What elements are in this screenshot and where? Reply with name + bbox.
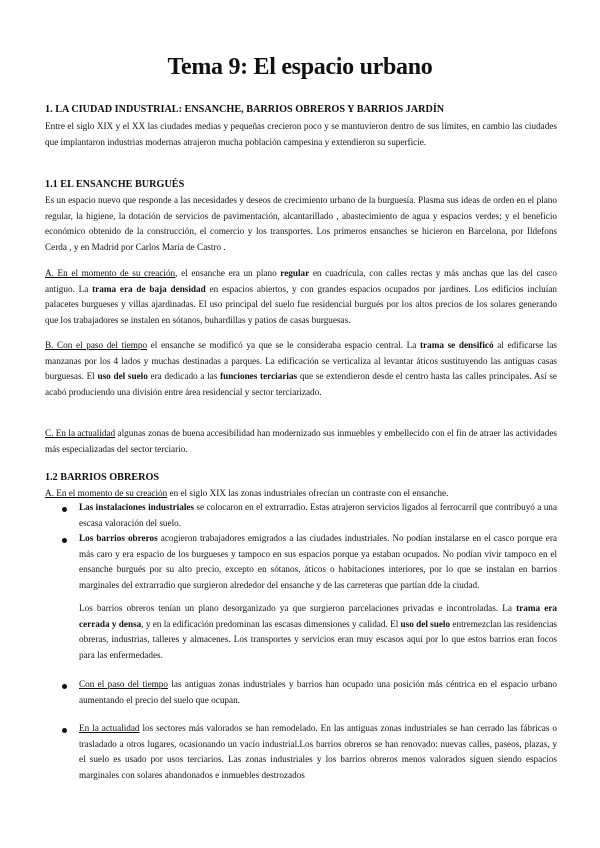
text-span: algunas zonas de buena accesibilidad han modernizado sus inmuebles y embellecido con el fin de atraer las actividades más especializadas del sector terciario. bbox=[45, 428, 557, 454]
page-title: Tema 9: El espacio urbano bbox=[167, 54, 433, 80]
bold-span: trama se densificó bbox=[419, 340, 494, 350]
bullet-paso-del-tiempo-label: Con el paso del tiempo bbox=[79, 679, 168, 689]
text-span: al edificarse las manzanas por los 4 lados y muchas destinadas a parques. La edificación se verticaliza al levantar áticos sustituyendo las antiguas casas burguesas. El bbox=[45, 340, 557, 382]
bold-span: funciones terciarias bbox=[220, 371, 298, 382]
text-span: , el ensanche era un plano bbox=[175, 268, 281, 278]
ensanche-a-paragraph bbox=[45, 266, 557, 328]
bullet-dot bbox=[62, 728, 67, 733]
bold-span: uso del suelo bbox=[400, 618, 451, 629]
text-span: en el siglo XIX las zonas industriales ofrecían un contraste con el ensanche. bbox=[167, 488, 449, 498]
section-1-paragraph: Entre el siglo XIX y el XX las ciudades medias y pequeñas crecieron poco y se mantuvieron dentro de sus límites, en cambio las ciudades que implantaron industrias modernas atrajeron mucha población campesina y extendieron su superficie. bbox=[45, 121, 557, 147]
barrios-intro-label: A. En el momento de su creación bbox=[45, 488, 168, 498]
bold-span: trama era cerrada y densa bbox=[79, 603, 557, 629]
text-span: las antiguas zonas industriales y barrios han ocupado una posición más céntrica en el espacio urbano aumentando el precio del suelo que ocupan. bbox=[79, 679, 557, 705]
bold-span: regular bbox=[280, 268, 310, 278]
text-span: el ensanche se modificó ya que se le consideraba espacio central. La bbox=[147, 340, 420, 350]
text-span: los sectores más valorados se han remodelado. En las antiguas zonas industriales se han cerrado las fábricas o trasladado a otros lugares, ocasionando un vacío industrial.Los barrios obreros se han renovado: nuevas calles, paseos, plazas, y el suelo es usado por usos terciarios. Las zonas industriales y los barrios obreros menos valorados siguen siendo espacios marginales con solares abandonados e inmuebles destrozados bbox=[79, 723, 557, 780]
ensanche-c-label: C. En la actualidad bbox=[45, 428, 116, 438]
ensanche-b-paragraph bbox=[45, 338, 557, 400]
text-span: Los barrios obreros tenían un plano desorganizado ya que surgieron parcelaciones privadas e incontroladas. La bbox=[79, 603, 517, 613]
bullet-barrios-obreros-second-paragraph bbox=[79, 601, 557, 663]
bullet-paso-del-tiempo bbox=[79, 677, 557, 708]
bullet-actualidad bbox=[79, 721, 557, 783]
bullet-instalaciones bbox=[79, 500, 557, 531]
text-span: que se extendieron desde el centro hasta las calles principales. Así se acabó produciendo una división entre área residencial y sector terciarizado. bbox=[45, 371, 557, 397]
ensanche-c-paragraph bbox=[45, 426, 557, 457]
section-1-heading: 1. LA CIUDAD INDUSTRIAL: ENSANCHE, BARRIOS OBREROS Y BARRIOS JARDÍN bbox=[45, 104, 445, 115]
bold-span: uso del suelo bbox=[97, 371, 148, 382]
bold-span: Las instalaciones industriales bbox=[79, 502, 195, 512]
bullet-dot bbox=[62, 684, 67, 689]
bold-span: Los barrios obreros bbox=[79, 533, 158, 543]
text-span: en espacios abiertos, y con grandes espacios ocupados por jardines. Los edificios incluían palacetes burgueses y villas ajardinadas. El uso principal del suelo fue residencial burgués por los altos precios de los solares generando que los trabajadores se instalen en sótanos, buhardillas y patios de casas burguesas. bbox=[45, 283, 557, 325]
ensanche-a-label: A. En el momento de su creación bbox=[45, 268, 176, 278]
text-span: , y en la edificación predominan las escasas dimensiones y calidad. El bbox=[141, 618, 401, 629]
section-1-1-heading: 1.1 EL ENSANCHE BURGUÉS bbox=[45, 179, 185, 190]
text-span: entremezclan las residencias obreras, industrias, talleres y almacenes. Los transportes y servicios eran muy escasos aquí por lo que estos barrios eran focos para las enfermedades. bbox=[79, 618, 557, 660]
text-span: en cuadrícula, con calles rectas y más anchas que las del casco antiguo. La bbox=[45, 268, 557, 294]
text-span: se colocaron en el extrarradio. Estas atrajeron servicios ligados al ferrocarril que contribuyó a una escasa valoración del suelo. bbox=[79, 502, 557, 528]
bullet-dot bbox=[62, 507, 67, 512]
ensanche-b-label: B. Con el paso del tiempo bbox=[45, 340, 148, 350]
bullet-barrios-obreros bbox=[79, 531, 557, 593]
section-1-2-heading: 1.2 BARRIOS OBREROS bbox=[45, 472, 160, 483]
bullet-dot bbox=[62, 538, 67, 543]
text-span: acogieron trabajadores emigrados a las ciudades industriales. No podían instalarse en el casco porque era más caro y era espacio de los burgueses y tampoco en sus espacios porque ya estaban ocupados. No podían vivir tampoco en el ensanche burgués por su alto precio, excepto en sótanos, áticos o habitaciones interiores, por lo que se instalan en barrios marginales del extrarradio que surgieron alrededor del ensanche y de las carreteras que partían dde la ciudad. bbox=[79, 533, 558, 590]
section-1-1-paragraph: Es un espacio nuevo que responde a las necesidades y deseos de crecimiento urbano de la burguesía. Plasma sus ideas de orden en el plano regular, la higiene, la dotación de servicios de pavimentación, alcantarillado , abastecimiento de agua y espacios verdes; y el beneficio económico obtenido de la construcción, el comercio y los transportes. Los primeros ensanches se hicieron en Barcelona, por Ildefons Cerda , y en Madrid por Carlos María de Castro . bbox=[45, 195, 557, 252]
bold-span: trama era de baja densidad bbox=[92, 283, 206, 294]
bullet-actualidad-label: En la actualidad bbox=[79, 723, 140, 733]
text-span: era dedicado a las bbox=[147, 371, 221, 382]
